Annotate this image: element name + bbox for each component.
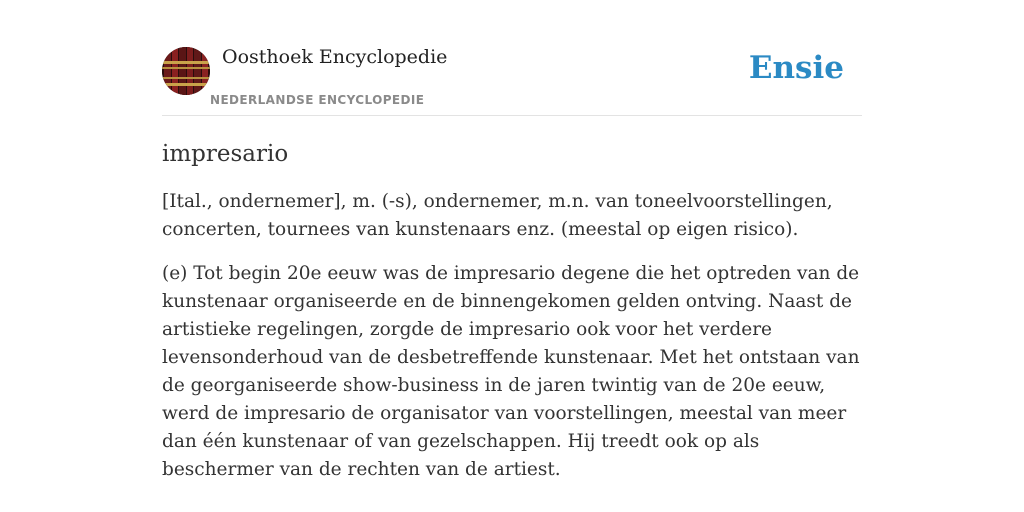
entry-content <box>162 138 862 500</box>
source-title[interactable]: Oosthoek Encyclopedie <box>222 46 448 68</box>
source-subtitle: NEDERLANDSE ENCYCLOPEDIE <box>210 93 425 107</box>
book-spines-icon <box>162 47 210 95</box>
entry-title: impresario <box>162 141 289 167</box>
entry-paragraph: (e) Tot begin 20e eeuw was de impresario degene die het optreden van de kunstenaar organiseerde en de binnengekomen gelden ontving. Naast de artistieke regelingen, zorgde de impresario ook voor het verdere levensonderhoud van de desbetreffende kunstenaar. Met het ontstaan van de georganiseerde show-business in de jaren twintig van de 20e eeuw, werd de impresario de organisator van voorstellingen, meestal van meer dan één kunstenaar of van gezelschappen. Hij treedt ook op als beschermer van de rechten van de artiest. <box>162 263 860 480</box>
source-header <box>162 46 862 116</box>
source-avatar[interactable] <box>162 47 210 95</box>
brand-logo-link[interactable]: Ensie <box>748 50 844 86</box>
entry-definition: [Ital., ondernemer], m. (-s), ondernemer, m.n. van toneelvoorstellingen, concerten, tournees van kunstenaars enz. (meestal op eigen risico). <box>162 191 833 240</box>
